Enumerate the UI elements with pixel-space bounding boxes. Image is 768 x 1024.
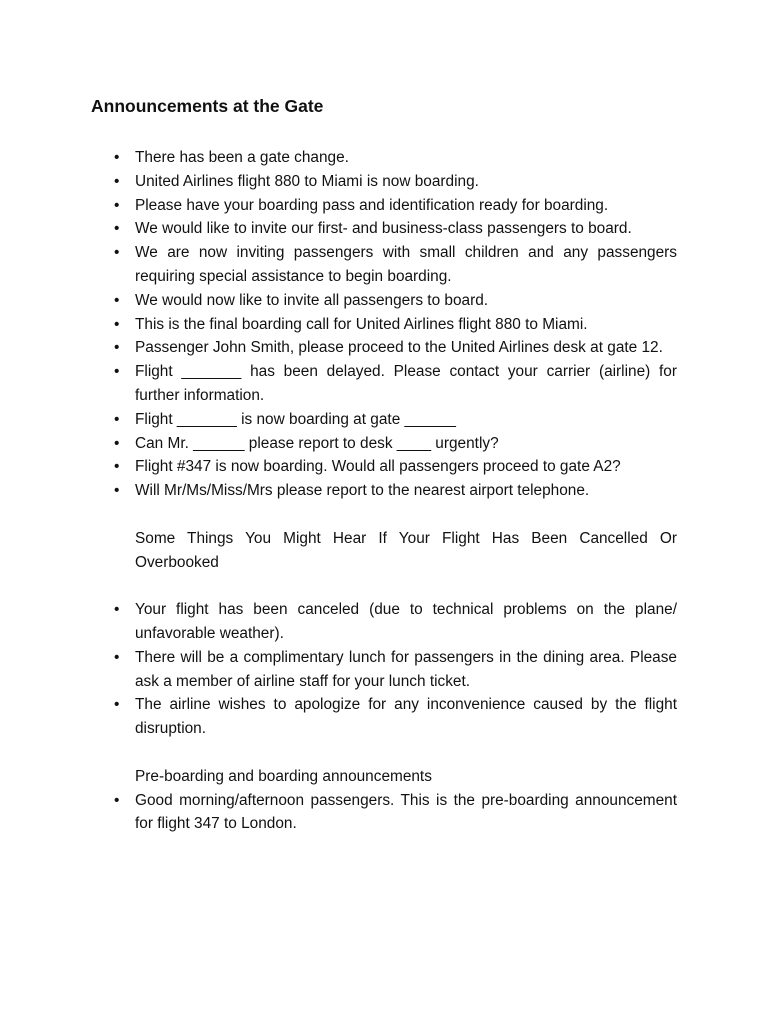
preboarding-section-heading: Pre-boarding and boarding announcements bbox=[135, 767, 432, 785]
list-item: • This is the final boarding call for United Airlines flight 880 to Miami. bbox=[135, 313, 677, 337]
page-title: Announcements at the Gate bbox=[91, 96, 324, 116]
document-body bbox=[135, 146, 677, 836]
gate-announcements-list bbox=[135, 146, 677, 503]
list-item: • Flight _______ is now boarding at gate ______ bbox=[135, 408, 677, 432]
preboarding-announcements-list bbox=[135, 789, 677, 837]
list-item: • Flight _______ has been delayed. Please contact your carrier (airline) for further information. bbox=[135, 360, 677, 408]
spacer bbox=[135, 741, 677, 765]
list-item: • We would now like to invite all passengers to board. bbox=[135, 289, 677, 313]
list-item: • There has been a gate change. bbox=[135, 146, 677, 170]
list-item: • There will be a complimentary lunch for passengers in the dining area. Please ask a member of airline staff for your lunch ticket. bbox=[135, 646, 677, 694]
list-item: • Can Mr. ______ please report to desk ____ urgently? bbox=[135, 432, 677, 456]
spacer bbox=[135, 574, 677, 598]
list-item: • Will Mr/Ms/Miss/Mrs please report to the nearest airport telephone. bbox=[135, 479, 677, 503]
list-item: • The airline wishes to apologize for any inconvenience caused by the flight disruption. bbox=[135, 693, 677, 741]
list-item: • Passenger John Smith, please proceed to the United Airlines desk at gate 12. bbox=[135, 336, 677, 360]
list-item: • Good morning/afternoon passengers. This is the pre-boarding announcement for flight 347 to London. bbox=[135, 789, 677, 837]
list-item: • We are now inviting passengers with small children and any passengers requiring special assistance to begin boarding. bbox=[135, 241, 677, 289]
cancelled-announcements-list bbox=[135, 598, 677, 741]
cancelled-section-heading: Some Things You Might Hear If Your Flight Has Been Cancelled Or Overbooked bbox=[135, 529, 677, 571]
list-item: • Your flight has been canceled (due to technical problems on the plane/ unfavorable weather). bbox=[135, 598, 677, 646]
spacer bbox=[135, 503, 677, 527]
list-item: • United Airlines flight 880 to Miami is now boarding. bbox=[135, 170, 677, 194]
list-item: • Flight #347 is now boarding. Would all passengers proceed to gate A2? bbox=[135, 455, 677, 479]
list-item: • Please have your boarding pass and identification ready for boarding. bbox=[135, 194, 677, 218]
list-item: • We would like to invite our first- and business-class passengers to board. bbox=[135, 217, 677, 241]
